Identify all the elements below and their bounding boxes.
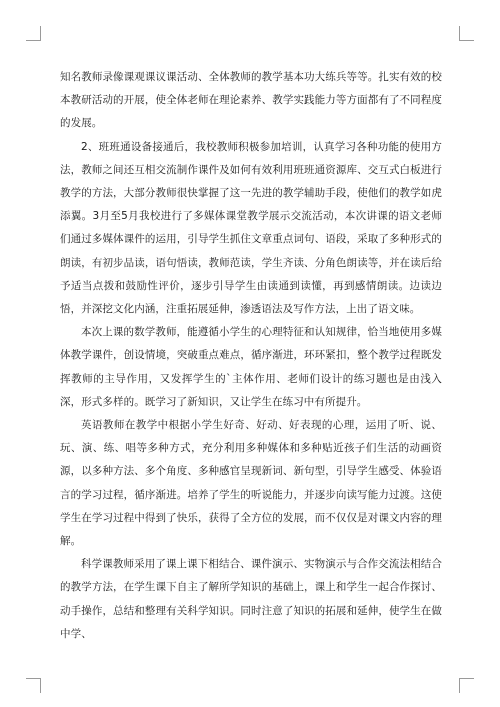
paragraph-4: 英语教师在教学中根据小学生好奇、好动、好表现的心理，运用了听、说、玩、演、练、唱等多种方式，充分利用多种媒体和多种贴近孩子们生活的动画资源，以多种方法、多个角度、多种感官呈现新词、新句型，引导学生感受、体验语言的学习过程，循序渐进。培养了学生的听说能力，并逐步向读写能力过渡。这使学生在学习过程中得到了快乐，获得了全方位的发展，而不仅仅是对课文内容的理解。 xyxy=(60,419,442,548)
paragraph-3: 本次上课的数学教师，能遵循小学生的心理特征和认知规律，恰当地使用多媒体教学课件，创设情境，突破重点难点，循序渐进，环环紧扣，整个教学过程既发挥教师的主导作用，又发挥学生的`主体作用、老师们设计的练习题也是由浅入深，形式多样的。既学习了新知识，又让学生在练习中有所提升。 xyxy=(60,326,442,408)
crop-mark-top-left xyxy=(26,26,41,41)
paragraph-1: 知名教师录像课观课议课活动、全体教师的教学基本功大练兵等等。扎实有效的校本教研活动的开展，使全体老师在理论素养、教学实践能力等方面都有了不同程度的发展。 xyxy=(60,71,442,130)
crop-mark-bottom-right xyxy=(459,678,474,693)
paragraph-2: 2、班班通设备接通后，我校教师积极参加培训，认真学习各种功能的使用方法，教师之间还互相交流制作课件及如何有效利用班班通资源库、交互式白板进行教学的方法，大部分教师很快掌握了这一先进的教学辅助手段，使他们的教学如虎添翼。3月至5月我校进行了多媒体课堂教学展示交流活动，本次讲课的语文老师们通过多媒体课件的运用，引导学生抓住文章重点词句、语段，采取了多种形式的朗读，有初步品读，语句悟读，教师范读，学生齐读、分角色朗读等，并在读后给予适当点拨和鼓励性评价，逐步引导学生由读通到读懂，再到感情朗读。边读边悟，并深挖文化内涵，注重拓展延伸，渗透语法及写作方法，上出了语文味。 xyxy=(60,140,442,316)
crop-mark-top-right xyxy=(459,26,474,41)
document-body xyxy=(60,66,442,646)
paragraph-5: 科学课教师采用了课上课下相结合、课件演示、实物演示与合作交流法相结合的教学方法，在学生课下自主了解所学知识的基础上，课上和学生一起合作探讨、动手操作，总结和整理有关科学知识。同时注意了知识的拓展和延伸，使学生在做中学、 xyxy=(60,558,442,640)
crop-mark-bottom-left xyxy=(26,678,41,693)
